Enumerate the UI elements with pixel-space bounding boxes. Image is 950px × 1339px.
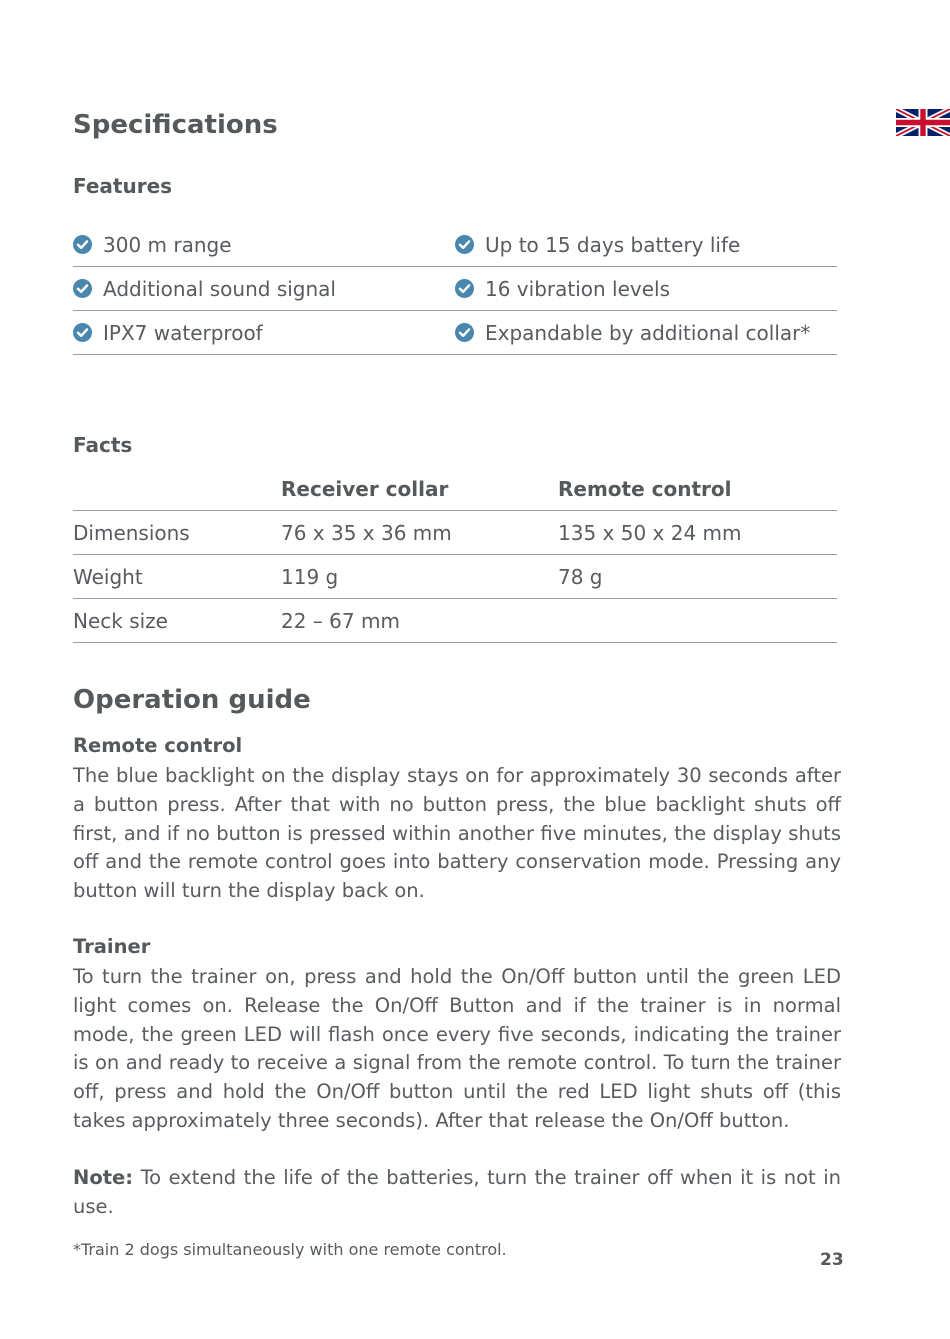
table-row <box>73 555 837 599</box>
footnote: *Train 2 dogs simultaneously with one remote control. <box>73 1240 507 1259</box>
table-header-cell: Receiver collar <box>281 476 449 501</box>
remote-control-heading: Remote control <box>73 734 243 757</box>
table-cell: Dimensions <box>73 520 190 545</box>
table-cell: Neck size <box>73 608 168 633</box>
table-row <box>73 511 837 555</box>
feature-row <box>73 267 837 311</box>
feature-row <box>73 311 837 355</box>
table-cell: 119 g <box>281 564 339 589</box>
facts-table <box>73 467 837 643</box>
facts-heading: Facts <box>73 433 133 457</box>
check-circle-icon <box>455 235 474 254</box>
table-header-cell: Remote control <box>558 476 732 501</box>
check-circle-icon <box>73 279 92 298</box>
feature-item <box>455 233 837 257</box>
feature-label: Additional sound signal <box>103 276 336 301</box>
feature-item <box>73 233 455 257</box>
table-cell: Weight <box>73 564 143 589</box>
feature-item <box>455 321 837 345</box>
feature-label: 16 vibration levels <box>485 276 671 301</box>
note-text: To extend the life of the batteries, turn the trainer off when it is not in use. <box>73 1166 841 1218</box>
page-title: Specifications <box>73 110 278 140</box>
feature-label: Expandable by additional collar* <box>485 320 811 345</box>
check-circle-icon <box>73 235 92 254</box>
note-paragraph <box>73 1164 841 1222</box>
remote-control-text: The blue backlight on the display stays on for approximately 30 seconds after a button press. After that with no button press, the blue backlight shuts off first, and if no button is pressed within another five minutes, the display shuts off and the remote control goes into battery conservation mode. Pressing any button will turn the display back on. <box>73 764 841 903</box>
table-cell: 78 g <box>558 564 603 589</box>
table-cell: 22 – 67 mm <box>281 608 400 633</box>
uk-flag-icon <box>896 109 950 136</box>
feature-row <box>73 223 837 267</box>
features-heading: Features <box>73 174 173 198</box>
feature-label: 300 m range <box>103 232 232 257</box>
feature-item <box>73 321 455 345</box>
table-cell: 76 x 35 x 36 mm <box>281 520 452 545</box>
check-circle-icon <box>73 323 92 342</box>
note-label: Note: <box>73 1166 134 1189</box>
check-circle-icon <box>455 279 474 298</box>
feature-label: Up to 15 days battery life <box>485 232 741 257</box>
trainer-heading: Trainer <box>73 935 151 958</box>
table-cell: 135 x 50 x 24 mm <box>558 520 742 545</box>
table-header-row <box>73 467 837 511</box>
feature-label: IPX7 waterproof <box>103 320 263 345</box>
feature-item <box>73 277 455 301</box>
trainer-text: To turn the trainer on, press and hold the On/Off button until the green LED light comes on. Release the On/Off Button and if the trainer is in normal mode, the green LED will flash once every five seconds, indicating the trainer is on and ready to receive a signal from the remote control. To turn the trainer off, press and hold the On/Off button until the red LED light shuts off (this takes approximately three seconds). After that release the On/Off button. <box>73 965 841 1132</box>
page-number: 23 <box>820 1250 844 1270</box>
table-row <box>73 599 837 643</box>
features-list <box>73 223 837 355</box>
feature-item <box>455 277 837 301</box>
check-circle-icon <box>455 323 474 342</box>
operation-guide-title: Operation guide <box>73 685 311 715</box>
